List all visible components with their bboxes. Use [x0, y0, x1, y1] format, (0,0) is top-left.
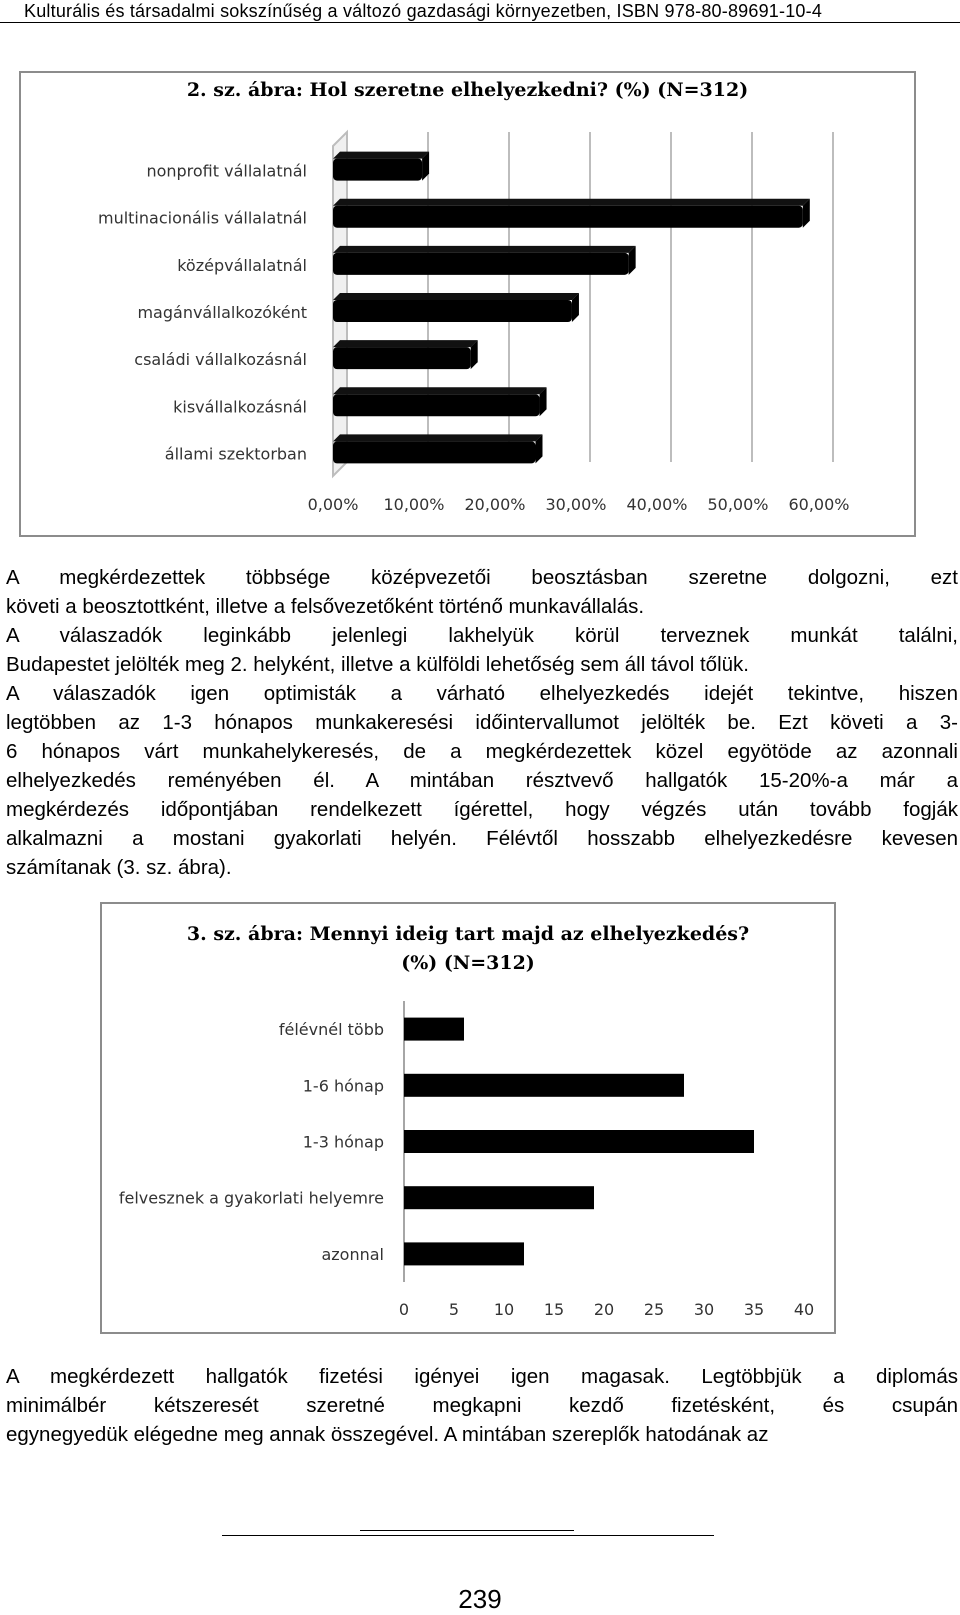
- x-tick-label: 10,00%: [383, 495, 445, 514]
- bar: [404, 1074, 684, 1097]
- figure-1-title: 2. sz. ábra: Hol szeretne elhelyezkedni? (%) (N=312): [186, 79, 749, 101]
- x-tick-label: 0,00%: [307, 495, 359, 514]
- category-label: azonnal: [321, 1244, 384, 1264]
- bar-front-face: [333, 206, 803, 228]
- bar: [333, 199, 810, 228]
- bar-top-face: [333, 152, 429, 159]
- paragraph-line: követi a beosztottként, illetve a felsővezetőként történő munkavállalás.: [6, 595, 645, 618]
- bar-front-face: [333, 394, 540, 416]
- page-number: 239: [458, 1584, 502, 1614]
- bar-top-face: [333, 246, 636, 253]
- paragraph-line: 6 hónapos várt munkahelykeresés, de a megkérdezettek közel egyötöde az azonnali: [6, 740, 958, 763]
- category-label: magánvállalkozóként: [137, 303, 307, 322]
- bar-front-face: [333, 300, 572, 322]
- body-paragraph-1: [6, 563, 958, 882]
- footer-rule-short: [360, 1530, 574, 1531]
- figure-2-frame: [100, 902, 836, 1334]
- category-label: állami szektorban: [164, 444, 307, 464]
- x-tick-label: 10: [493, 1300, 515, 1319]
- chart-2-svg: [102, 904, 834, 1332]
- paragraph-line: egynegyedük elégedne meg annak összegével. A mintában szereplők hatodának az: [6, 1423, 769, 1446]
- paragraph-line: Budapestet jelölték meg 2. helyként, illetve a külföldi lehetőség sem áll távol tőlük.: [6, 653, 749, 676]
- category-label: kisvállalkozásnál: [173, 397, 307, 417]
- paragraph-line: A megkérdezett hallgatók fizetési igényei igen magasak. Legtöbbjük a diplomás: [6, 1365, 958, 1388]
- bar: [333, 293, 579, 322]
- bar-top-face: [333, 434, 543, 441]
- paragraph-line: A válaszadók leginkább jelenlegi lakhelyük körül terveznek munkát találni,: [6, 624, 958, 647]
- category-label: nonprofit vállalatnál: [146, 161, 307, 181]
- bar-front-face: [333, 253, 629, 275]
- paragraph-line: A válaszadók igen optimisták a várható elhelyezkedés idejét tekintve, hiszen: [6, 682, 958, 705]
- bar: [404, 1186, 594, 1209]
- x-tick-label: 20: [593, 1300, 615, 1319]
- x-tick-label: 20,00%: [464, 495, 526, 514]
- paragraph-line: legtöbben az 1-3 hónapos munkakeresési időintervallumot jelölték be. Ezt követi a 3-: [6, 711, 958, 734]
- running-header: [0, 0, 960, 23]
- x-tick-label: 60,00%: [788, 495, 850, 514]
- category-label: családi vállalkozásnál: [134, 350, 307, 370]
- x-tick-label: 50,00%: [707, 495, 769, 514]
- category-label: 1-3 hónap: [302, 1132, 384, 1152]
- x-tick-label: 35: [743, 1300, 765, 1319]
- bar-front-face: [333, 347, 471, 369]
- bar-top-face: [333, 387, 547, 394]
- x-tick-label: 30: [693, 1300, 715, 1319]
- category-label: 1-6 hónap: [302, 1076, 384, 1096]
- running-title: Kulturális és társadalmi sokszínűség a változó gazdasági környezetben, ISBN 978-80-89691-10-4: [24, 1, 823, 21]
- paragraph-line: megkérdezés időpontjában rendelkezett ígérettel, hogy végzés után tovább fogják: [6, 798, 958, 821]
- x-tick-label: 15: [543, 1300, 565, 1319]
- bar-top-face: [333, 293, 579, 300]
- bar-top-face: [333, 199, 810, 206]
- bar: [333, 340, 478, 369]
- figure-2-title-line-2: (%) (N=312): [401, 952, 535, 974]
- paragraph-line: számítanak (3. sz. ábra).: [6, 856, 232, 879]
- category-label: multinacionális vállalatnál: [97, 208, 307, 228]
- bar: [333, 387, 547, 416]
- bar: [404, 1018, 464, 1041]
- bar-top-face: [333, 340, 478, 347]
- bar: [404, 1130, 754, 1153]
- body-paragraph-2: [6, 1362, 958, 1449]
- bar: [333, 246, 636, 275]
- paragraph-line: alkalmazni a mostani gyakorlati helyén. Félévtől hosszabb elhelyezkedésre kevesen: [6, 827, 958, 850]
- bar-front-face: [333, 441, 536, 463]
- x-tick-label: 0: [398, 1300, 410, 1319]
- figure-1-frame: [19, 71, 916, 537]
- category-label: felvesznek a gyakorlati helyemre: [118, 1188, 384, 1208]
- x-tick-label: 5: [448, 1300, 460, 1319]
- x-tick-label: 40: [793, 1300, 815, 1319]
- category-label: félévnél több: [278, 1020, 384, 1040]
- x-tick-label: 40,00%: [626, 495, 688, 514]
- x-tick-label: 30,00%: [545, 495, 607, 514]
- bar-front-face: [333, 159, 422, 181]
- bar: [404, 1242, 524, 1265]
- footer-rule: [222, 1535, 714, 1536]
- paragraph-line: minimálbér kétszeresét szeretné megkapni kezdő fizetésként, és csupán: [6, 1394, 958, 1417]
- category-label: középvállalatnál: [177, 255, 307, 275]
- bar: [333, 152, 429, 181]
- bar: [333, 434, 543, 463]
- chart-1-svg: [21, 73, 914, 535]
- paragraph-line: A megkérdezettek többsége középvezetői beosztásban szeretne dolgozni, ezt: [6, 566, 958, 589]
- x-tick-label: 25: [643, 1300, 665, 1319]
- paragraph-line: elhelyezkedés reményében él. A mintában résztvevő hallgatók 15-20%-a már a: [6, 769, 958, 792]
- figure-2-title-line-1: 3. sz. ábra: Mennyi ideig tart majd az elhelyezkedés?: [186, 923, 750, 945]
